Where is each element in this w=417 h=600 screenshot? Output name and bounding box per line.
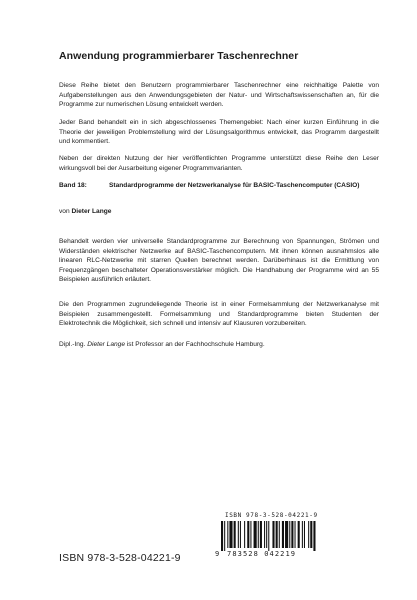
series-usage-paragraph: Neben der direkten Nutzung der hier veröffentlichten Programme unterstützt diese Reihe den Leser wirkungsvoll bei der Ausarbeitung eigener Programmvarianten. (59, 155, 379, 172)
about-author (59, 340, 265, 350)
about-author-suffix: ist Professor an der Fachhochschule Hamburg. (126, 341, 265, 348)
barcode (215, 512, 345, 562)
isbn-text: ISBN 978-3-528-04221-9 (59, 552, 181, 564)
barcode-digits: 783528 042219 (227, 550, 297, 558)
barcode-isbn-label: ISBN 978-3-528-04221-9 (225, 512, 318, 519)
series-intro-paragraph: Diese Reihe bietet den Benutzern programmierbarer Taschenrechner eine reichhaltige Palette von Aufgabenstellungen aus den Anwendungsgebieten der Natur- und Wirtschaftswissenschaften an, für die Programme zur numerischen Lösung entwickelt werden. (59, 82, 379, 109)
book-description-paragraph: Behandelt werden vier universelle Standardprogramme zur Berechnung von Spannungen, Strömen und Widerständen elektrischer Netzwerke auf BASIC-Taschencomputern. Mit ihnen können ausnahmslos alle linearen RLC-Netzwerke mit starren Quellen berechnet werden. Darüberhinaus ist die Ermittlung von Frequenzgängen beschalteter Operationsverstärker möglich. Die Handhabung der Programme wird an 55 Beispielen ausführlich erläutert. (59, 238, 379, 284)
author-line (59, 207, 111, 217)
book-theory-paragraph: Die den Programmen zugrundeliegende Theorie ist in einer Formelsammlung der Netzwerkanalyse mit Beispielen zusammengestellt. Formelsammlung und Standardprogramme bieten Studenten der Elektrotechnik die Möglichkeit, sich schnell und intensiv auf Klausuren vorzubereiten. (59, 301, 379, 328)
band-title: Standardprogramme der Netzwerkanalyse für BASIC-Taschencomputer (CASIO) (109, 182, 360, 189)
barcode-bars (221, 521, 343, 551)
author-name: Dieter Lange (71, 208, 112, 215)
about-author-name: Dieter Lange (87, 341, 125, 348)
series-structure-paragraph: Jeder Band behandelt ein in sich abgeschlossenes Themengebiet: Nach einer kurzen Einführung in die Theorie der jeweiligen Problemstellung wird der Lösungsalgorithmus entwickelt, das Programm dargestellt und kommentiert. (59, 119, 379, 146)
author-prefix: von (59, 208, 70, 215)
band-label: Band 18: (59, 182, 87, 189)
series-title: Anwendung programmierbarer Taschenrechner (59, 50, 299, 62)
about-author-prefix: Dipl.-Ing. (59, 341, 86, 348)
barcode-prefix-digit: 9 (215, 550, 220, 558)
